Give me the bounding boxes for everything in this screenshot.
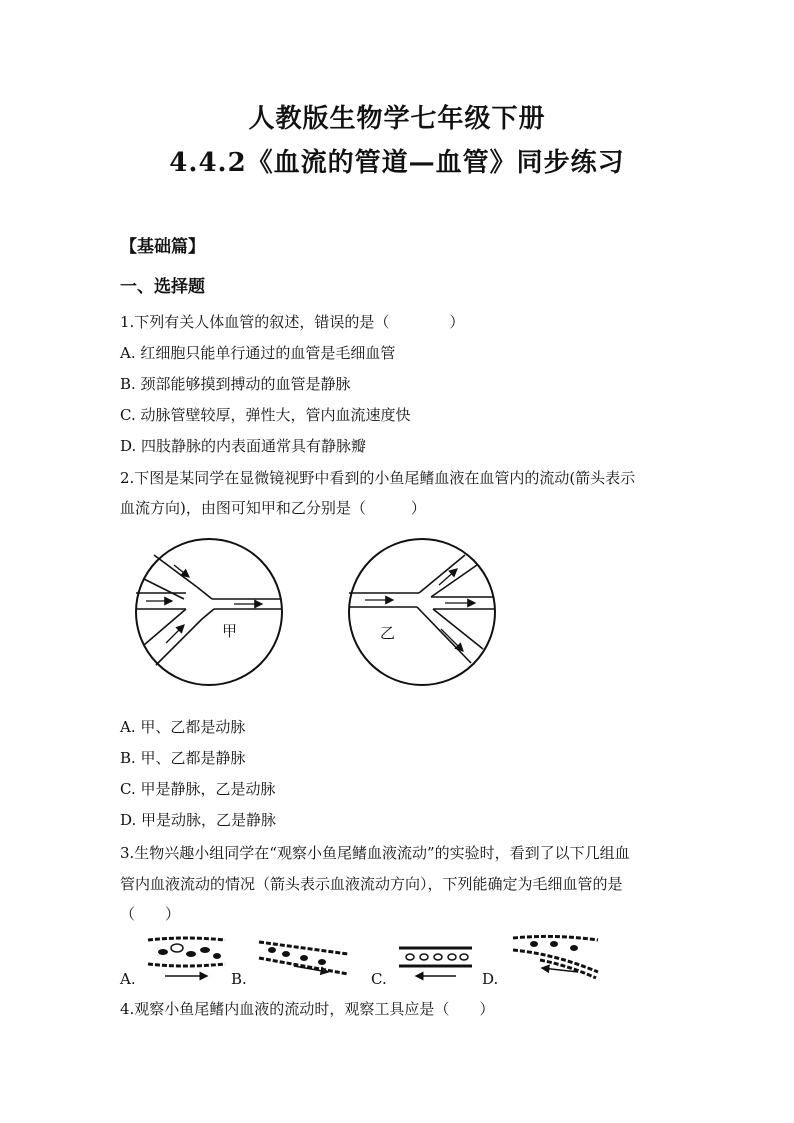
diagram-left-label: 甲 (222, 622, 238, 640)
q1-option-a: A. 红细胞只能单行通过的血管是毛细血管 (120, 344, 396, 362)
q3-label-c: C. (371, 970, 387, 988)
q2-stem-line1: 2.下图是某同学在显微镜视野中看到的小鱼尾鳍血液在血管内的流动(箭头表示 (120, 469, 636, 487)
q2-option-c: C. 甲是静脉，乙是动脉 (120, 780, 276, 798)
diagram-right-label: 乙 (380, 624, 396, 642)
doc-title-line1: 人教版生物学七年级下册 (248, 104, 546, 134)
q1-option-c: C. 动脉管壁较厚，弹性大，管内血流速度快 (120, 406, 411, 424)
part-heading: 一、选择题 (120, 277, 205, 297)
q2-option-b: B. 甲、乙都是静脉 (120, 749, 246, 767)
q3-stem-line3: （ ） (120, 905, 181, 923)
q3-label-a: A. (120, 970, 136, 988)
q3-stem-line1: 3.生物兴趣小组同学在“观察小鱼尾鳍血液流动”的实验时，看到了以下几组血 (120, 844, 630, 862)
doc-title-line2: 4.4.2《血流的管道—血管》同步练习 (169, 148, 625, 178)
q2-option-d: D. 甲是动脉，乙是静脉 (120, 811, 277, 829)
vessel-diagram-right (347, 537, 497, 687)
q1-option-b: B. 颈部能够摸到搏动的血管是静脉 (120, 375, 351, 393)
q3-image-b (256, 936, 351, 982)
q1-stem: 1.下列有关人体血管的叙述，错误的是（ ） (120, 313, 465, 331)
q3-image-a (145, 934, 230, 982)
vessel-diagram-left (134, 537, 284, 687)
section-heading: 【基础篇】 (120, 237, 205, 257)
q1-option-d: D. 四肢静脉的内表面通常具有静脉瓣 (120, 437, 367, 455)
q3-image-c (396, 942, 476, 982)
q3-stem-line2: 管内血液流动的情况（箭头表示血液流动方向），下列能确定为毛细血管的是 (120, 875, 623, 893)
q2-stem-line2: 血流方向)，由图可知甲和乙分别是（ ） (120, 499, 426, 517)
q3-label-b: B. (231, 970, 247, 988)
q4-stem: 4.观察小鱼尾鳍内血液的流动时，观察工具应是（ ） (120, 1000, 495, 1018)
q3-image-d (510, 932, 600, 982)
q3-label-d: D. (482, 970, 499, 988)
q2-option-a: A. 甲、乙都是动脉 (120, 718, 246, 736)
